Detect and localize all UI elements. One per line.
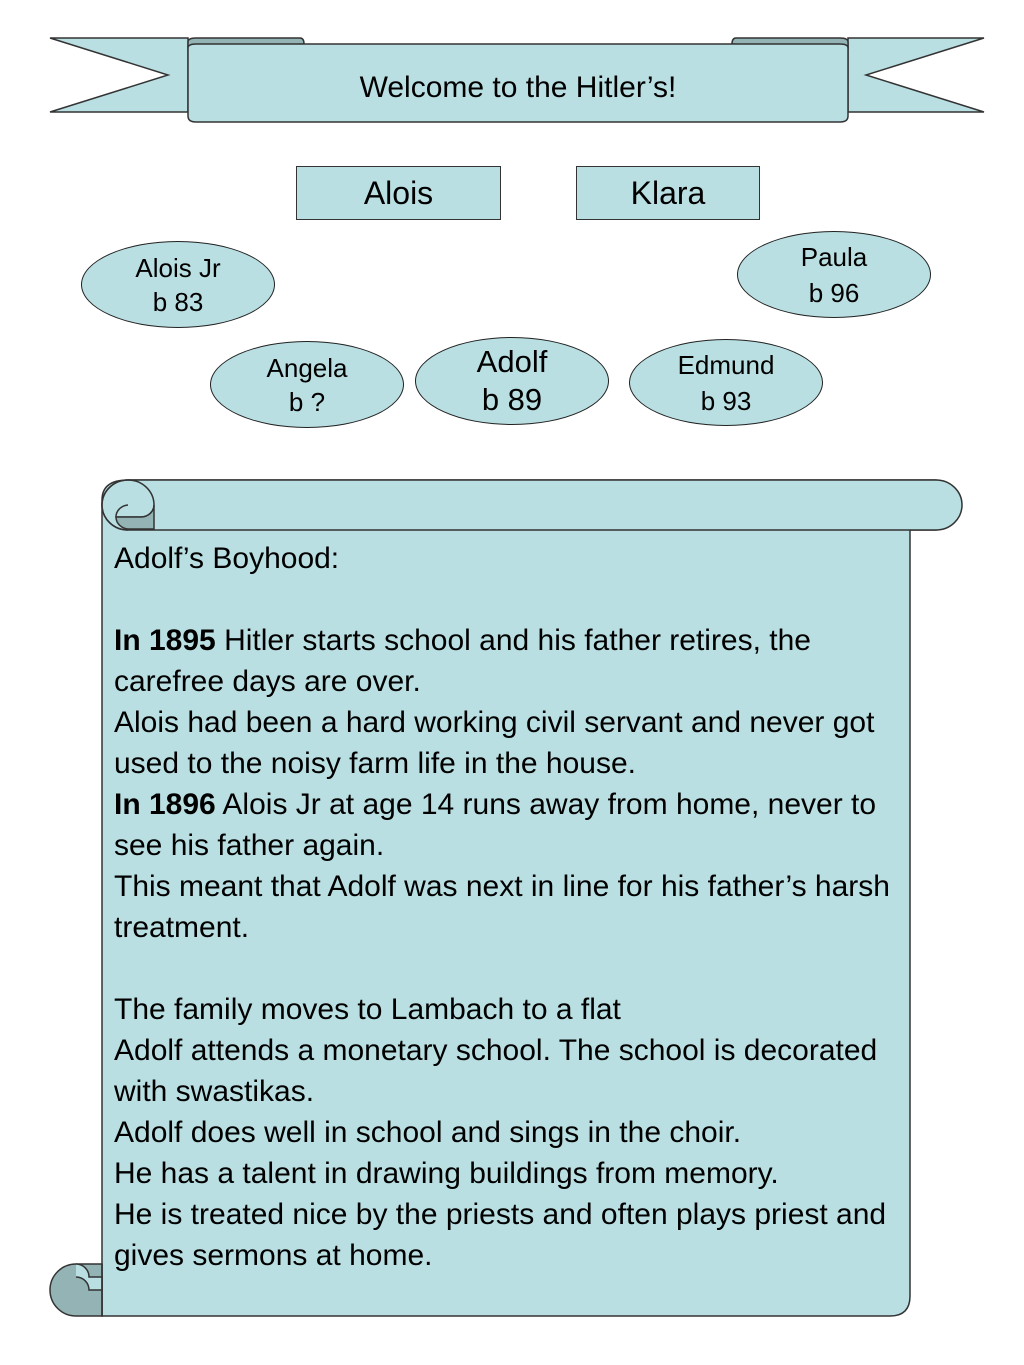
child-birth: b ?: [288, 386, 326, 417]
child-name: Edmund: [677, 349, 775, 380]
child-birth: b 96: [808, 277, 860, 308]
paragraph: The family moves to Lambach to a flat: [114, 993, 621, 1026]
paragraph: He is treated nice by the priests and often plays priest and gives sermons at home.: [114, 1198, 887, 1272]
scroll-heading: Adolf’s Boyhood:: [114, 542, 340, 575]
child-birth: b 89: [481, 382, 543, 417]
child-birth: b 93: [700, 385, 752, 416]
paragraph-text: Alois Jr at age 14 runs away from home, never to see his father again.: [114, 788, 877, 862]
paragraph: He has a talent in drawing buildings from memory.: [114, 1157, 779, 1190]
year-1896: In 1896: [114, 788, 216, 821]
year-1895: In 1895: [114, 624, 216, 657]
child-name: Angela: [266, 352, 348, 383]
paragraph: This meant that Adolf was next in line for his father’s harsh treatment.: [114, 870, 890, 944]
child-birth: b 83: [152, 286, 204, 317]
page-title: Welcome to the Hitler’s!: [359, 71, 677, 104]
child-name: Alois Jr: [135, 252, 221, 283]
paragraph-text: Hitler starts school and his father retires, the carefree days are over.: [114, 624, 811, 698]
child-name: Paula: [800, 241, 868, 272]
paragraph-1896: [114, 784, 904, 866]
scroll-body: [114, 538, 904, 1276]
child-name: Adolf: [476, 344, 548, 379]
paragraph: Adolf does well in school and sings in the choir.: [114, 1116, 742, 1149]
paragraph: Adolf attends a monetary school. The school is decorated with swastikas.: [114, 1034, 878, 1108]
paragraph: Alois had been a hard working civil servant and never got used to the noisy farm life in the house.: [114, 706, 875, 780]
parent-box-klara: Klara: [576, 166, 760, 220]
paragraph-1895: [114, 620, 904, 702]
parent-box-alois: Alois: [296, 166, 501, 220]
